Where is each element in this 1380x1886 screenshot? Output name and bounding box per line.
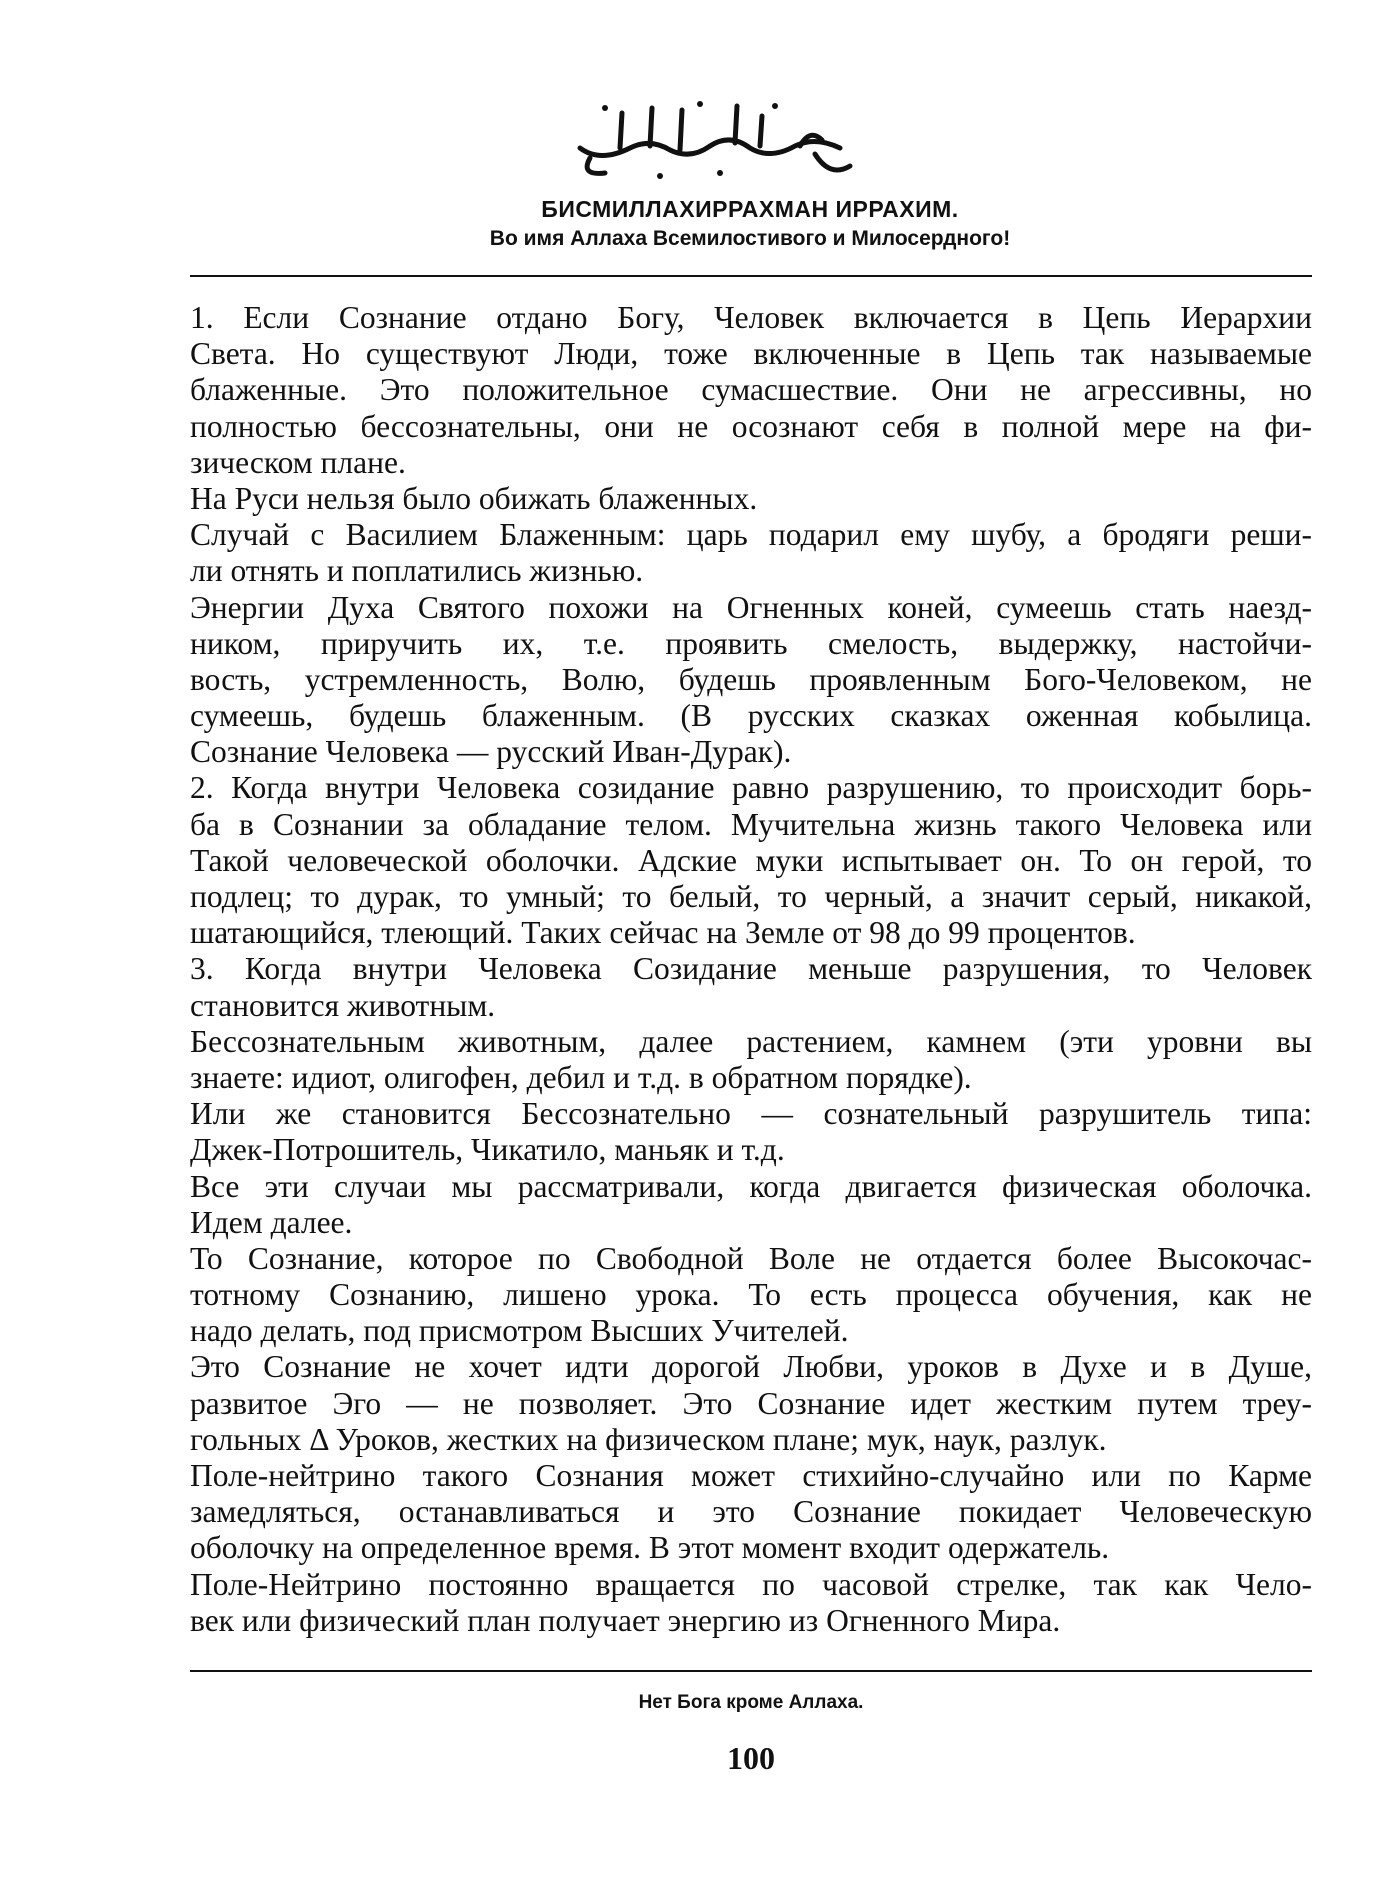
body-line: Идем далее.	[190, 1204, 353, 1240]
body-line: надо делать, под присмотром Высших Учителей.	[190, 1313, 849, 1349]
body-line: сумеешь, будешь блаженным. (В русских сказках оженная кобылица.	[190, 698, 1312, 734]
body-line: оболочку на определенное время. В этот момент входит одержатель.	[190, 1530, 1110, 1566]
body-line: Сознание Человека — русский Иван-Дурак).	[190, 734, 792, 770]
body-line: Бессознательным животным, далее растением, камнем (эти уровни вы	[190, 1023, 1312, 1059]
body-line: Все эти случаи мы рассматривали, когда двигается физическая оболочка.	[190, 1168, 1312, 1204]
body-line: знаете: идиот, олигофен, дебил и т.д. в обратном порядке).	[190, 1059, 972, 1095]
body-line: замедляться, останавливаться и это Сознание покидает Человеческую	[190, 1494, 1312, 1530]
body-line: полностью бессознательны, они не осознают себя в полной мере на фи-	[190, 408, 1312, 444]
body-line: Энергии Духа Святого похожи на Огненных коней, сумеешь стать наезд-	[190, 589, 1312, 625]
header-title: БИСМИЛЛАХИРРАХМАН ИРРАХИМ.	[541, 196, 959, 222]
body-line: развитое Эго — не позволяет. Это Сознание идет жестким путем треу-	[190, 1385, 1312, 1421]
body-line: Джек-Потрошитель, Чикатило, маньяк и т.д.	[190, 1132, 785, 1168]
body-line: На Руси нельзя было обижать блаженных.	[190, 480, 758, 516]
body-line: шатающийся, тлеющий. Таких сейчас на Земле от 98 до 99 процентов.	[190, 915, 1136, 951]
body-line: становится животным.	[190, 987, 496, 1023]
header-subtitle: Во имя Аллаха Всемилостивого и Милосердного!	[489, 227, 1011, 250]
bismillah-calligraphy	[560, 88, 860, 188]
body-line: ба в Сознании за обладание телом. Мучительна жизнь такого Человека или	[190, 806, 1312, 842]
body-line: подлец; то дурак, то умный; то белый, то черный, а значит серый, никакой,	[190, 879, 1312, 914]
body-line: Поле-нейтрино такого Сознания может стихийно-случайно или по Карме	[190, 1458, 1312, 1493]
body-text	[190, 300, 1312, 1639]
page-number: 100	[727, 1740, 775, 1776]
body-line: вость, устремленность, Волю, будешь проявленным Бого-Человеком, не	[190, 661, 1312, 697]
body-line: ли отнять и поплатились жизнью.	[190, 553, 644, 589]
body-line: тотному Сознанию, лишено урока. То есть процесса обучения, как не	[190, 1277, 1312, 1313]
body-line: зическом плане.	[190, 444, 406, 480]
body-line: 3. Когда внутри Человека Созидание меньше разрушения, то Человек	[190, 951, 1312, 987]
body-line: Света. Но существуют Люди, тоже включенные в Цепь так называемые	[190, 336, 1312, 372]
body-line: гольных Δ Уроков, жестких на физическом плане; мук, наук, разлук.	[190, 1421, 1107, 1457]
body-line: Это Сознание не хочет идти дорогой Любви, уроков в Духе и в Душе,	[190, 1349, 1312, 1385]
body-line: Поле-Нейтрино постоянно вращается по часовой стрелке, так как Чело-	[190, 1566, 1312, 1602]
bottom-rule	[190, 1670, 1312, 1672]
body-line: Или же становится Бессознательно — сознательный разрушитель типа:	[190, 1096, 1312, 1132]
body-line: 1. Если Сознание отдано Богу, Человек включается в Цепь Иерархии	[190, 300, 1312, 335]
body-line: Случай с Василием Блаженным: царь подарил ему шубу, а бродяги реши-	[190, 517, 1312, 553]
body-line: То Сознание, которое по Свободной Воле не отдается более Высокочас-	[190, 1240, 1312, 1276]
body-line: блаженные. Это положительное сумасшествие. Они не агрессивны, но	[190, 372, 1312, 408]
top-rule	[190, 275, 1312, 277]
body-line: Такой человеческой оболочки. Адские муки испытывает он. То он герой, то	[190, 842, 1312, 878]
body-line: век или физический план получает энергию из Огненного Мира.	[190, 1602, 1061, 1638]
footer-text: Нет Бога кроме Аллаха.	[638, 1692, 864, 1713]
body-line: 2. Когда внутри Человека созидание равно разрушению, то происходит борь-	[190, 770, 1312, 806]
body-line: ником, приручить их, т.е. проявить смелость, выдержку, настойчи-	[190, 625, 1312, 661]
